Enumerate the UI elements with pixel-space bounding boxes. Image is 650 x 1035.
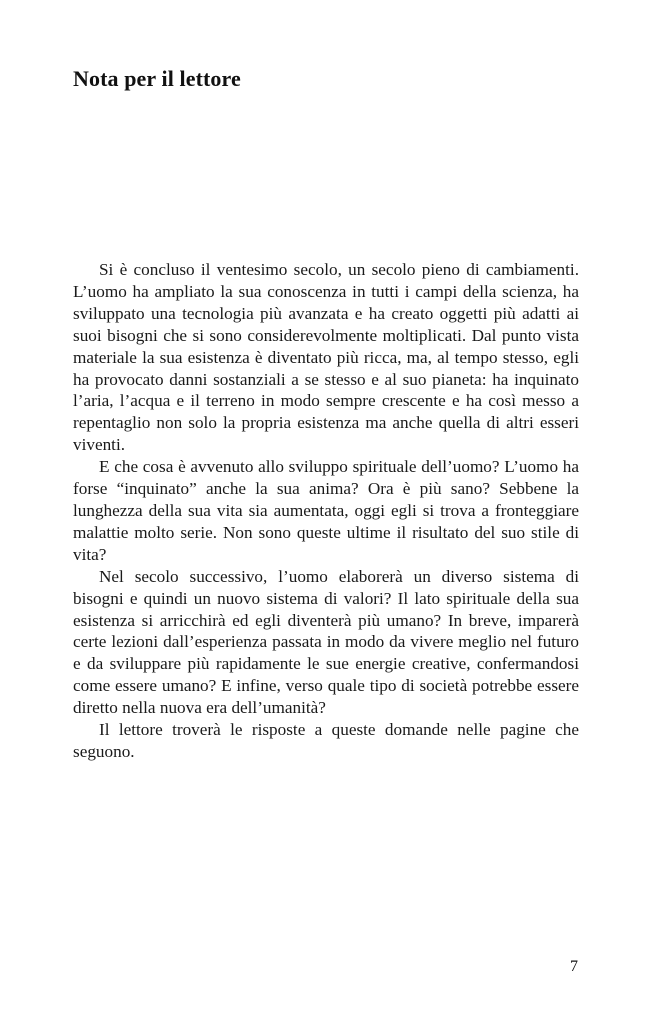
paragraph-4: Il lettore troverà le risposte a queste domande nelle pagine che seguono. [73,720,579,761]
page-title: Nota per il lettore [73,66,241,91]
paragraph-1: Si è concluso il ventesimo secolo, un secolo pieno di cambiamenti. L’uomo ha ampliato la sua conoscenza in tutti i campi della scienza, ha sviluppato una tecnologia più avanzata e ha creato oggetti più adatti ai suoi bisogni che si sono considerevolmente moltiplicati. Dal punto vista materiale la sua esistenza è diventato più ricca, ma, al tempo stesso, egli ha provocato danni sostanziali a se stesso e al suo pianeta: ha inquinato l’aria, l’acqua e il terreno in modo sempre crescente e ha così messo a repentaglio non solo la propria esistenza ma anche quella di altri esseri viventi. [73,260,579,455]
page-number: 7 [570,958,578,975]
paragraph-2: E che cosa è avvenuto allo sviluppo spirituale dell’uomo? L’uomo ha forse “inquinato” anche la sua anima? Ora è più sano? Sebbene la lunghezza della sua vita sia aumentata, oggi egli si trova a fronteggiare malattie molto serie. Non sono queste ultime il risultato del suo stile di vita? [73,457,579,564]
paragraph-3: Nel secolo successivo, l’uomo elaborerà un diverso sistema di bisogni e quindi un nuovo sistema di valori? Il lato spirituale della sua esistenza si arricchirà ed egli diventerà più umano? In breve, imparerà certe lezioni dall’esperienza passata in modo da vivere meglio nel futuro e da sviluppare più rapidamente le sue energie creative, confermandosi come essere umano? E infine, verso quale tipo di società potrebbe essere diretto nella nuova era dell’umanità? [73,566,579,718]
body-text [73,259,579,763]
